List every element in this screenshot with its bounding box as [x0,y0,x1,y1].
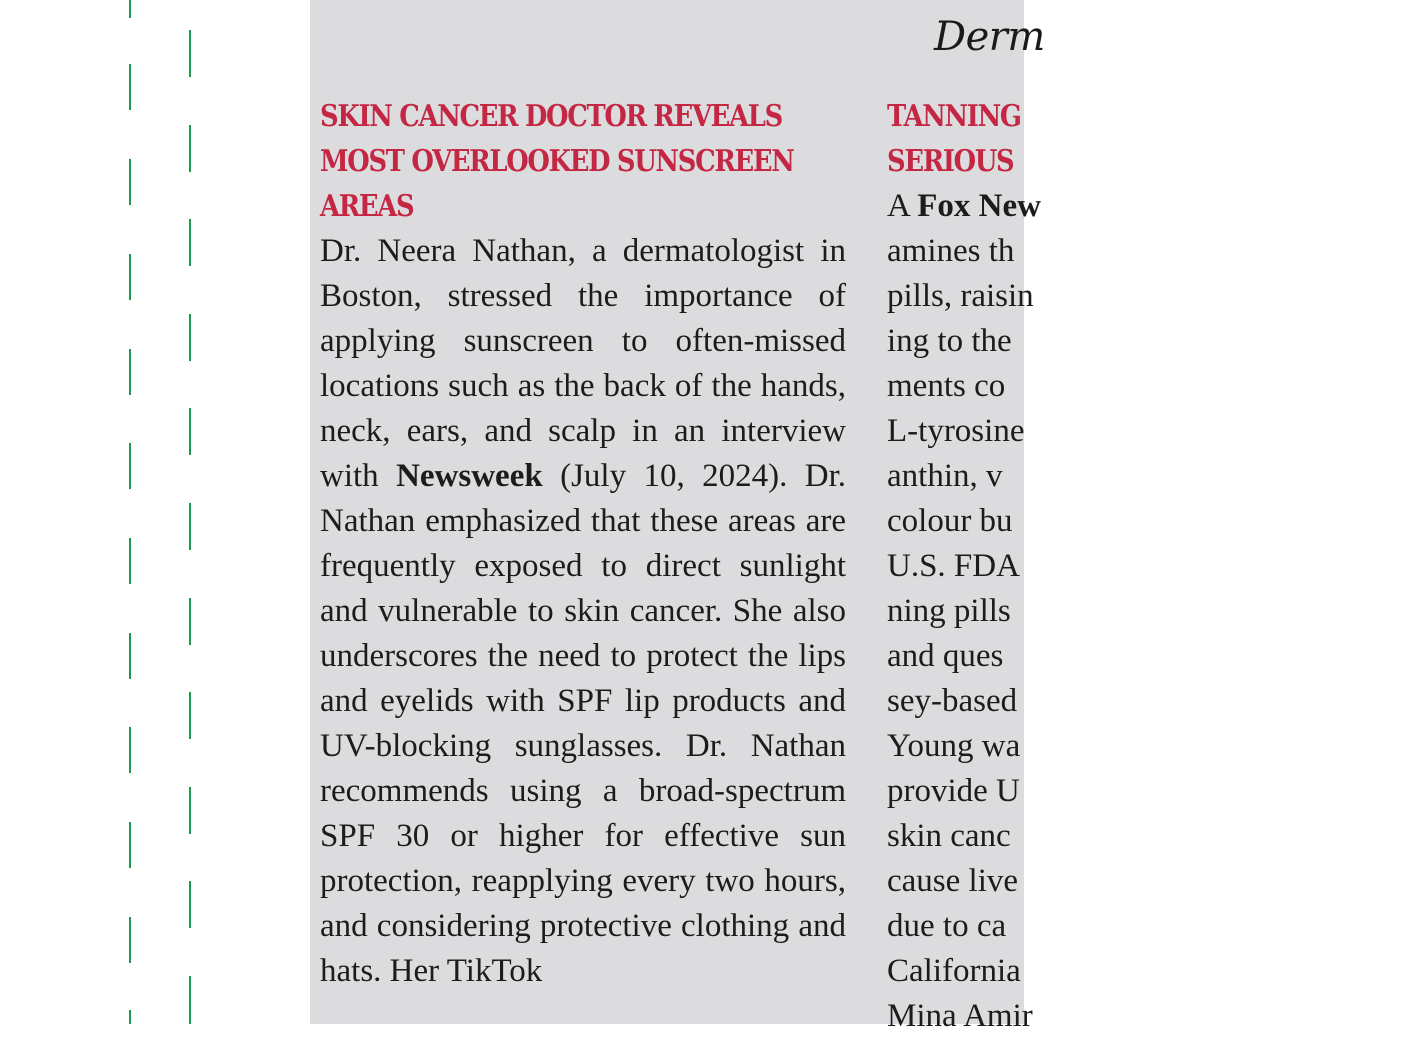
dashed-guide-segment [189,881,191,928]
article-2-line: L-tyrosine [887,413,1025,449]
article-2-body [887,184,1413,1039]
dashed-guide-segment [129,254,131,300]
article-2-line: due to ca [887,908,1007,944]
dashed-guide-segment [129,349,131,395]
masthead-title: Derm [934,14,1045,60]
dashed-guide-segment [189,976,191,1024]
dashed-guide-segment [129,917,131,963]
article-2-headline [887,94,1413,184]
article-2-line: California [887,953,1021,989]
article-2-line: ing to the [887,323,1012,359]
dashed-guide-segment [189,598,191,645]
dashed-guide-segment [129,822,131,868]
dashed-guide-segment [189,503,191,550]
dashed-guide-segment [189,408,191,455]
article-2-line: ments co [887,368,1006,404]
article-2-line: pills, raisin [887,278,1034,314]
dashed-guide-segment [129,727,131,773]
dashed-guide-segment [129,1010,131,1024]
article-2-line: sey-based [887,683,1018,719]
article-2-line: cause live [887,863,1019,899]
dashed-guide-segment [189,125,191,172]
dashed-guide-segment [189,692,191,739]
article-2-line: provide U [887,773,1020,809]
article-2-headline-line: SERIOUS [887,144,1014,179]
article-1-body [320,229,846,994]
dashed-guide-segment [129,443,131,489]
dashed-guide-segment [129,633,131,679]
dashed-guide-segment [189,30,191,77]
page-margin [0,0,310,1024]
dashed-guide-segment [129,159,131,205]
article-2-line: Young wa [887,728,1021,764]
dashed-guide-segment [189,314,191,361]
article-2-line: colour bu [887,503,1013,539]
article-2-line: ning pills [887,593,1011,629]
dashed-guide-segment [129,538,131,584]
article-2-source: Fox New [917,188,1041,224]
article-2-line-start: A [887,188,918,224]
article-2-line: Mina Amir [887,998,1033,1034]
article-1-body-intro: Dr. Neera Nathan, a dermatologist in Boston, stressed the importance of applying sunscreen to often-missed locations such as the back of the hands, neck, ears, and scalp in an interview with [320,233,846,494]
article-2-line: U.S. FDA [887,548,1020,584]
dashed-guide-segment [129,64,131,110]
article-1-source: Newsweek [396,458,543,494]
article-column-1 [320,94,846,994]
article-1-body-rest: (July 10, 2024). Dr. Nathan emphasized that these areas are frequently exposed to direct sunlight and vulnerable to skin cancer. She also underscores the need to protect the lips and eyelids with SPF lip products and UV-blocking sunglasses. Dr. Nathan recommends using a broad-spectrum SPF 30 or higher for effective sun protection, reapplying every two hours, and considering protective clothing and hats. Her TikTok [320,458,846,989]
article-2-line [887,184,1413,229]
article-2-line: anthin, v [887,458,1003,494]
article-column-2 [887,94,1413,1039]
article-2-line: amines th [887,233,1015,269]
dashed-guide-segment [129,0,131,18]
newsletter-page [310,0,1045,1034]
article-2-line: and ques [887,638,1004,674]
article-2-headline-line: TANNING [887,99,1021,134]
article-1-headline: SKIN CANCER DOCTOR REVEALS MOST OVERLOOKED SUNSCREEN AREAS [320,99,794,224]
dashed-guide-segment [189,219,191,266]
dashed-guide-segment [189,787,191,834]
article-2-line: skin canc [887,818,1011,854]
